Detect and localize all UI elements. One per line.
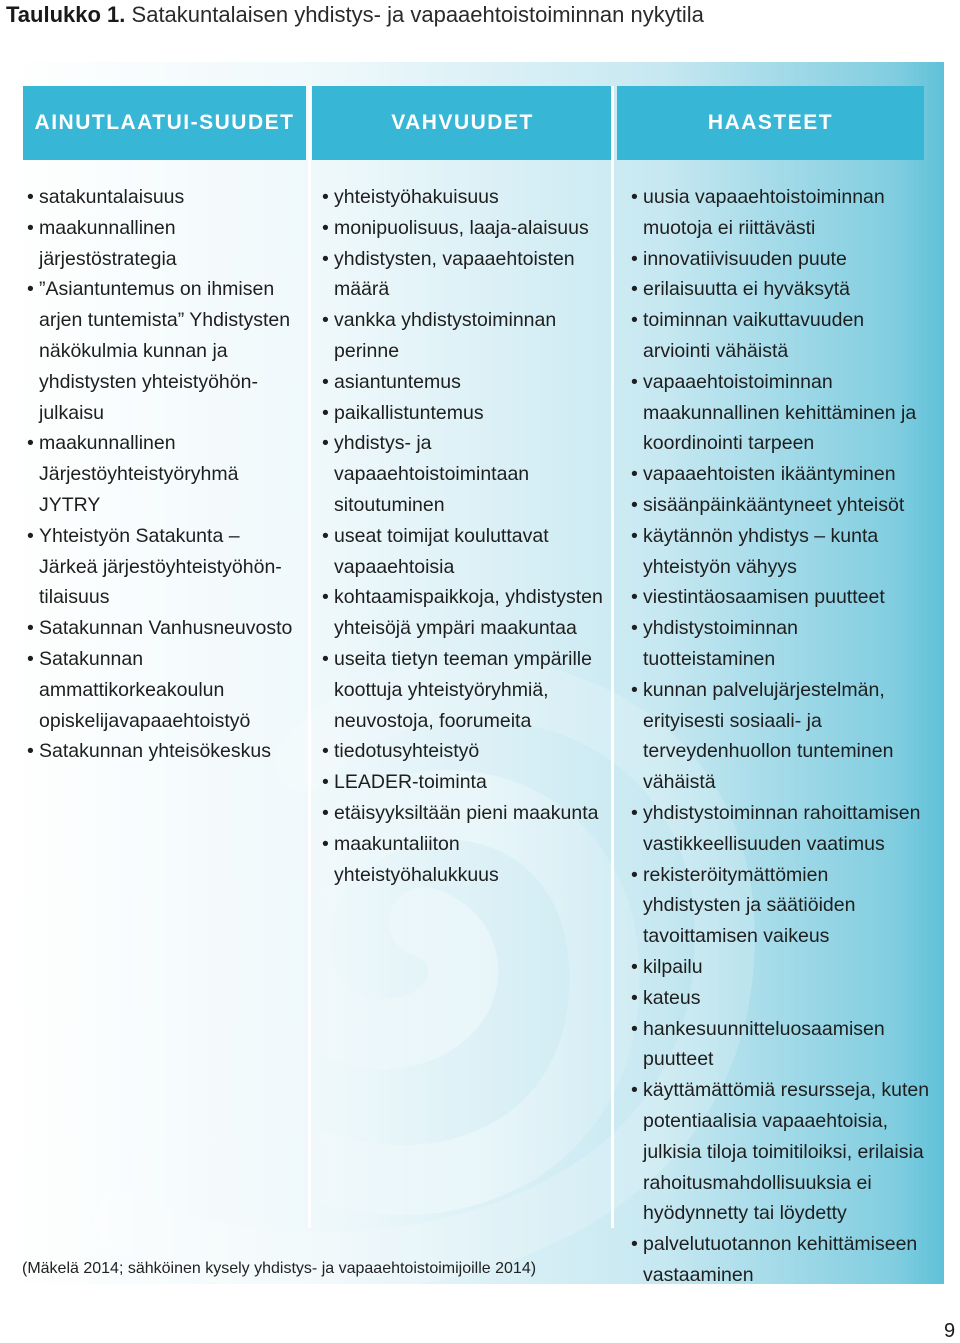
list-item: • maakuntaliiton yhteistyöhalukkuus <box>322 829 606 891</box>
list-item: • kateus <box>631 983 931 1014</box>
list-item: • Satakunnan ammattikorkeakoulun opiskelijavapaaehtoistyö <box>27 644 302 736</box>
list-item: • vankka yhdistystoiminnan perinne <box>322 305 606 367</box>
list-item: • yhteistyöhakuisuus <box>322 182 606 213</box>
list-item: • innovatiivisuuden puute <box>631 244 931 275</box>
header-haasteet: HAASTEET <box>617 86 924 160</box>
column-divider <box>308 86 311 1228</box>
list-item: • tiedotusyhteistyö <box>322 736 606 767</box>
list-item: • Satakunnan yhteisökeskus <box>27 736 302 767</box>
list-item: • sisäänpäinkääntyneet yhteisöt <box>631 490 931 521</box>
table-title-text: Satakuntalaisen yhdistys- ja vapaaehtoistoiminnan nykytila <box>131 2 704 27</box>
list-item: • vapaaehtoistoiminnan maakunnallinen kehittäminen ja koordinointi tarpeen <box>631 367 931 459</box>
list-item: • LEADER-toiminta <box>322 767 606 798</box>
list-item: • hankesuunnitteluosaamisen puutteet <box>631 1014 931 1076</box>
list-item: • käyttämättömiä resursseja, kuten potentiaalisia vapaaehtoisia, julkisia tiloja toimitiloiksi, erilaisia rahoitusmahdollisuuksia ei hyödynnetty tai löydetty <box>631 1075 931 1229</box>
list-item: • vapaaehtoisten ikääntyminen <box>631 459 931 490</box>
list-item: • uusia vapaaehtoistoiminnan muotoja ei riittävästi <box>631 182 931 244</box>
list-item: • toiminnan vaikuttavuuden arviointi vähäistä <box>631 305 931 367</box>
list-item: • paikallistuntemus <box>322 398 606 429</box>
list-item: • Satakunnan Vanhusneuvosto <box>27 613 302 644</box>
list-item: • useat toimijat kouluttavat vapaaehtoisia <box>322 521 606 583</box>
list-item: • asiantuntemus <box>322 367 606 398</box>
page-number: 9 <box>944 1320 956 1342</box>
table-label: Taulukko 1. <box>6 2 126 27</box>
list-item: • kilpailu <box>631 952 931 983</box>
list-item: • maakunnallinen Järjestöyhteistyöryhmä JYTRY <box>27 428 302 520</box>
list-item: • satakuntalaisuus <box>27 182 302 213</box>
list-item: • yhdistysten, vapaaehtoisten määrä <box>322 244 606 306</box>
source-note: (Mäkelä 2014; sähköinen kysely yhdistys- ja vapaaehtoistoimijoille 2014) <box>22 1260 537 1277</box>
list-item: • etäisyyksiltään pieni maakunta <box>322 798 606 829</box>
list-item: • rekisteröitymättömien yhdistysten ja säätiöiden tavoittamisen vaikeus <box>631 860 931 952</box>
header-ainutlaatuisuudet: AINUTLAATUI-SUUDET <box>23 86 306 160</box>
list-item: • erilaisuutta ei hyväksytä <box>631 274 931 305</box>
list-item: • viestintäosaamisen puutteet <box>631 582 931 613</box>
list-item: • yhdistys- ja vapaaehtoistoimintaan sitoutuminen <box>322 428 606 520</box>
list-item: • yhdistystoiminnan rahoittamisen vastikkeellisuuden vaatimus <box>631 798 931 860</box>
list-item: • Yhteistyön Satakunta – Järkeä järjestöyhteistyöhön-tilaisuus <box>27 521 302 613</box>
list-ainutlaatuisuudet <box>27 182 302 767</box>
list-haasteet <box>631 182 931 1284</box>
list-item: • kunnan palvelujärjestelmän, erityisesti sosiaali- ja terveydenhuollon tunteminen vähäistä <box>631 675 931 798</box>
column-divider <box>611 86 614 1228</box>
list-item: • ”Asiantuntemus on ihmisen arjen tuntemista” Yhdistysten näkökulmia kunnan ja yhdistysten yhteistyöhön-julkaisu <box>27 274 302 428</box>
table-title <box>6 2 704 28</box>
list-item: • yhdistystoiminnan tuotteistaminen <box>631 613 931 675</box>
list-item: • käytännön yhdistys – kunta yhteistyön vähyys <box>631 521 931 583</box>
list-item: • kohtaamispaikkoja, yhdistysten yhteisöjä ympäri maakuntaa <box>322 582 606 644</box>
table-panel <box>4 62 944 1284</box>
list-item: • maakunnallinen järjestöstrategia <box>27 213 302 275</box>
list-item: • monipuolisuus, laaja-alaisuus <box>322 213 606 244</box>
header-vahvuudet: VAHVUUDET <box>312 86 613 160</box>
list-vahvuudet <box>322 182 606 890</box>
list-item: • palvelutuotannon kehittämiseen vastaaminen <box>631 1229 931 1284</box>
list-item: • useita tietyn teeman ympärille koottuja yhteistyöryhmiä, neuvostoja, foorumeita <box>322 644 606 736</box>
